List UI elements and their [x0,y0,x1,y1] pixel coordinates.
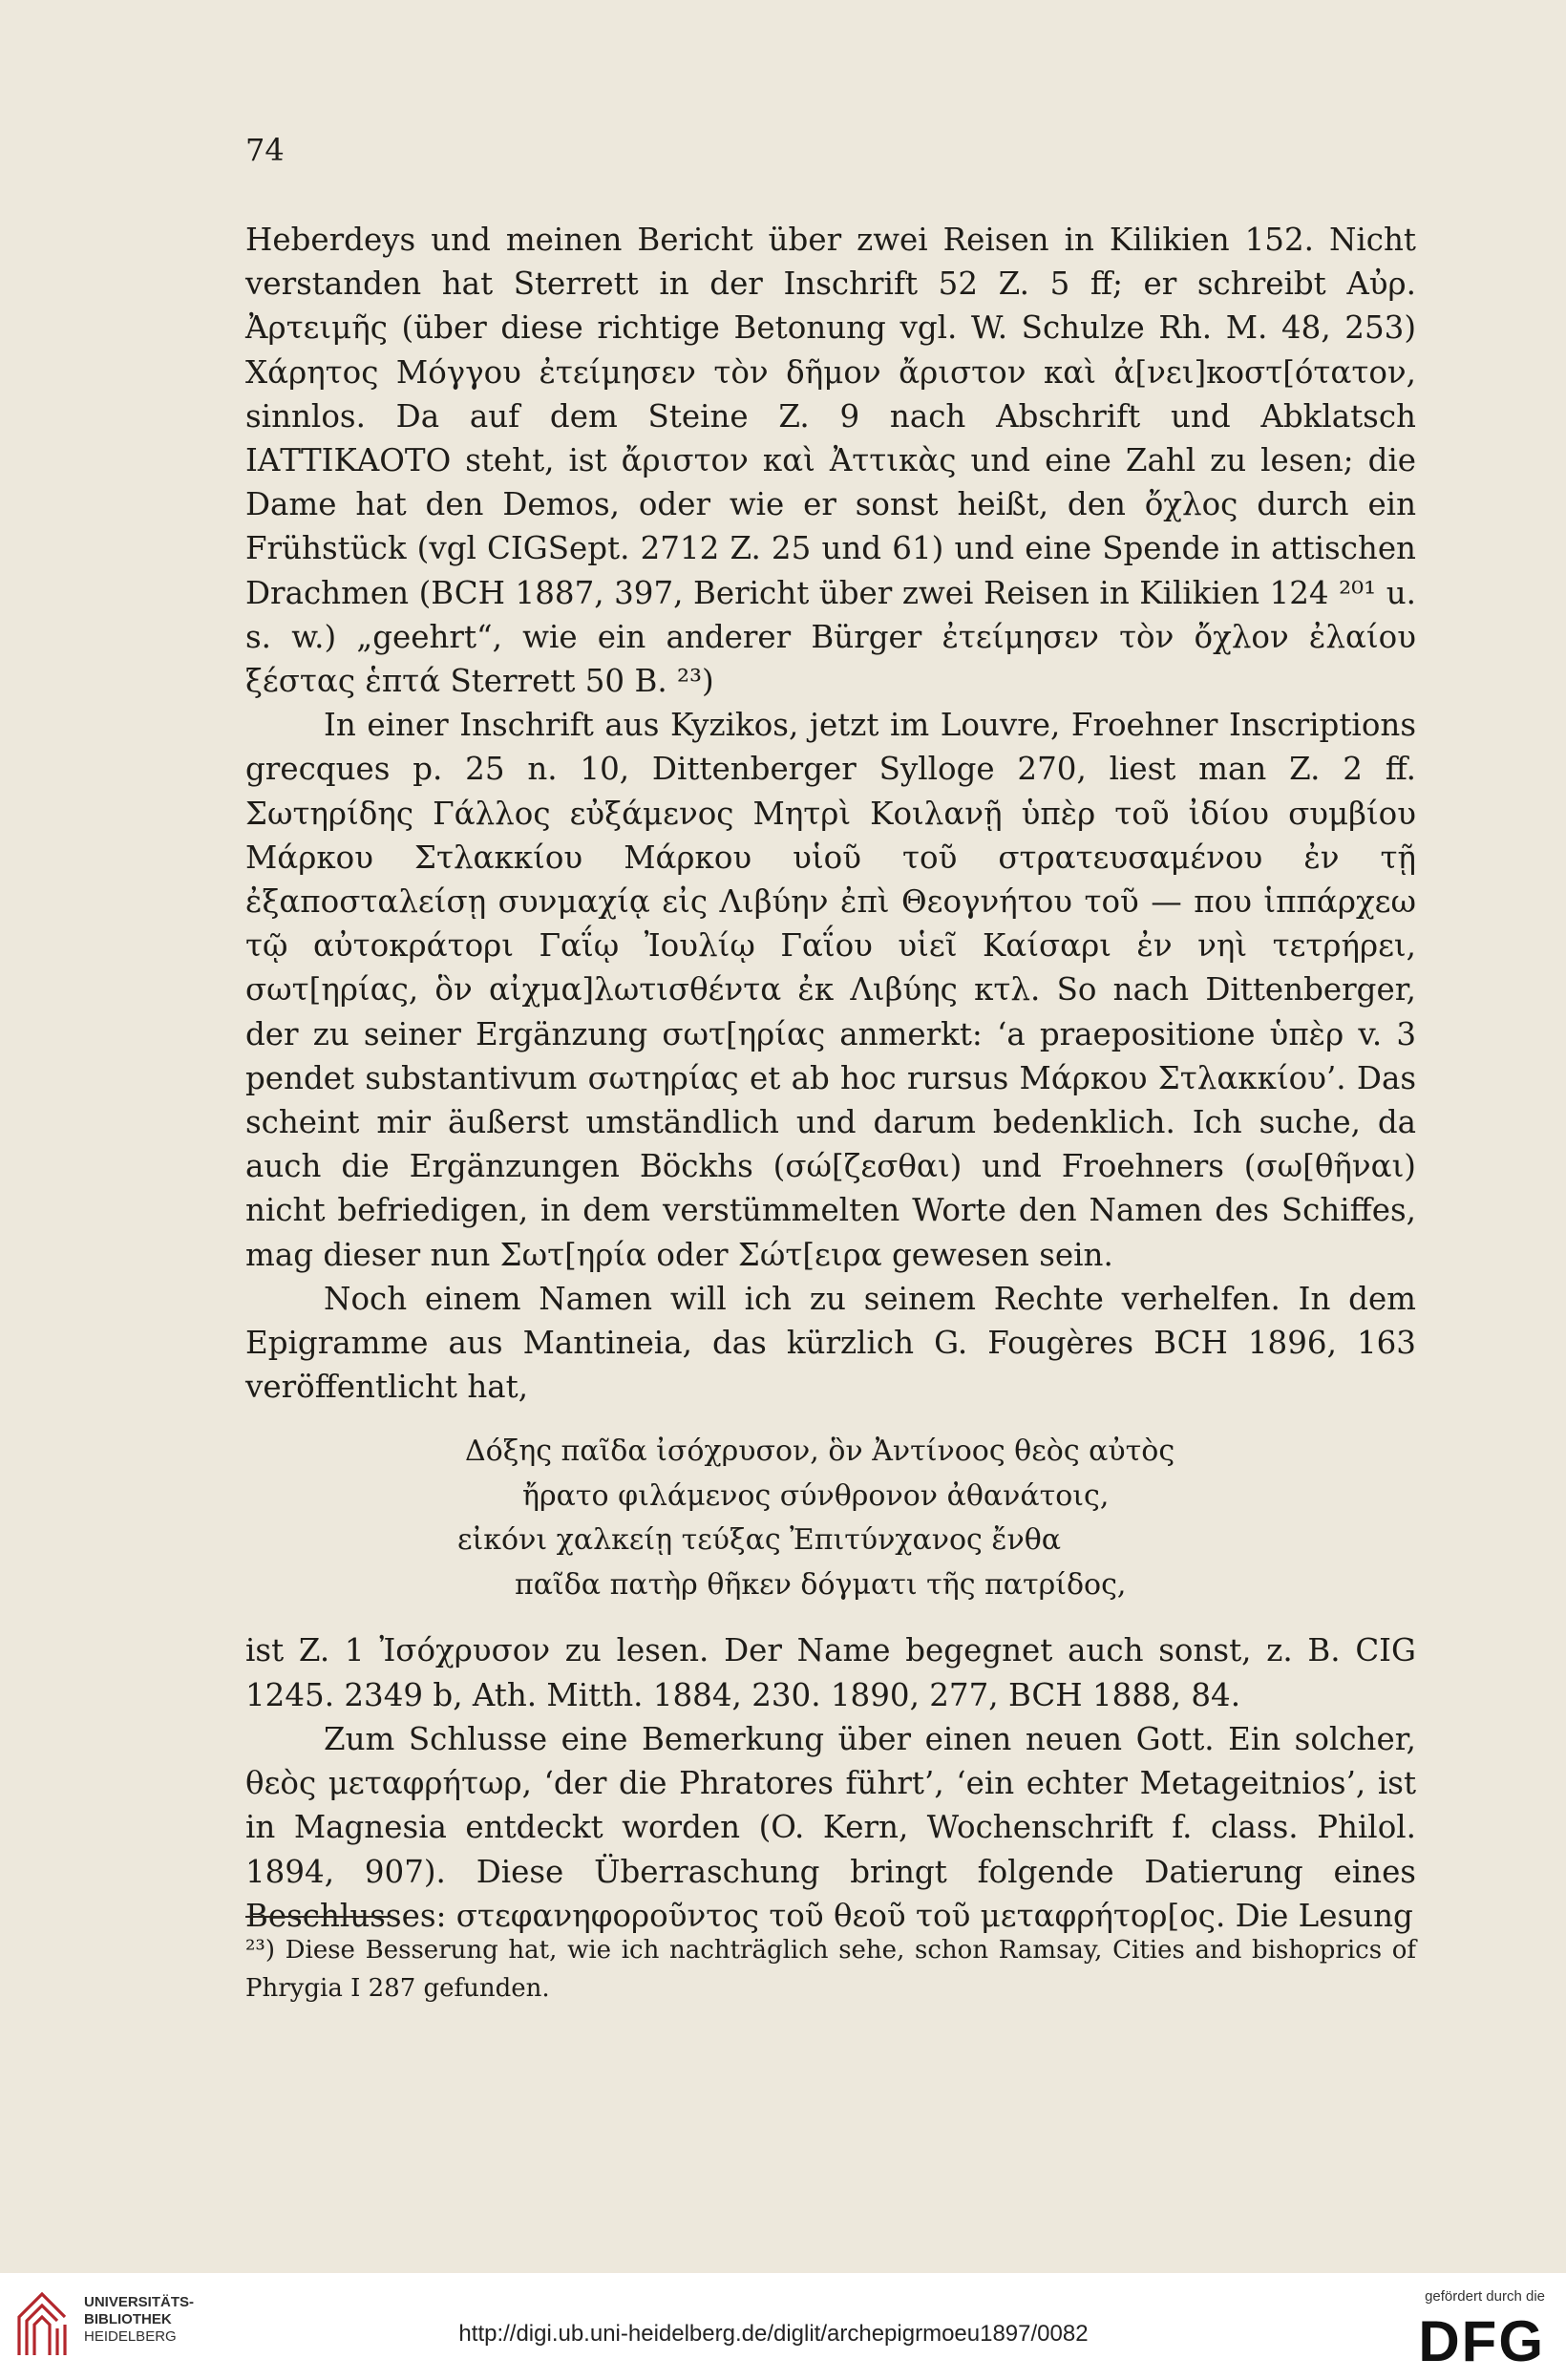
paragraph-5: Zum Schlusse eine Bemerkung über einen neuen Gott. Ein solcher, θεὸς μεταφρήτωρ, ‘der die Phratores führt’, ‘ein echter Metageitnios’, ist in Magnesia entdeckt worden (O. Kern, Wochenschrift f. class. Philol. 1894, 907). Diese Überraschung bringt folgende Datierung eines Beschlusses: στεφανηφοροῦντος τοῦ θεοῦ τοῦ μεταφρήτορ[ος. Die Lesung [245,1720,1416,1934]
epigram-line-1: Δόξης παῖδα ἰσόχρυσον, ὃν Ἀντίνοος θεὸς αὐτὸς [465,1434,1175,1469]
footnote-rule [245,1916,389,1918]
library-name-line-1: UNIVERSITÄTS- [84,2294,195,2310]
library-name [84,2294,194,2346]
paragraph-1: Heberdeys und meinen Bericht über zwei Reisen in Kilikien 152. Nicht verstanden hat Sterrett in der Inschrift 52 Z. 5 ff; er schreibt Αὐρ. Ἀρτειμῆς (über diese richtige Betonung vgl. W. Schulze Rh. M. 48, 253) Χάρητος Μόγγου ἐτείμησεν τὸν δῆμον ἄριστον καὶ ἀ[νει]κοστ[ότατον, sinnlos. Da auf dem Steine Z. 9 nach Abschrift und Abklatsch ΙΑΤΤΙΚΑΟΤΟ steht, ist ἄριστον καὶ Ἀττικὰς und eine Zahl zu lesen; die Dame hat den Demos, oder wie er sonst heißt, den ὄχλος durch ein Frühstück (vgl CIGSept. 2712 Z. 25 und 61) und eine Spende in attischen Drachmen (BCH 1887, 397, Bericht über zwei Reisen in Kilikien 124 ²⁰¹ u. s. w.) „geehrt“, wie ein anderer Bürger ἐτείμησεν τὸν ὄχλον ἐλαίου ξέστας ἑπτά Sterrett 50 B. ²³) [245,222,1416,700]
body-text [245,218,1416,1938]
paragraph-2: In einer Inschrift aus Kyzikos, jetzt im Louvre, Froehner Inscriptions grecques p. 25 n. 10, Dittenberger Sylloge 270, liest man Z. 2 ff. Σωτηρίδης Γάλλος εὐξάμενος Μητρὶ Κοιλανῇ ὑπὲρ τοῦ ἰδίου συμβίου Μάρκου Στλακκίου Μάρκου υἱοῦ τοῦ στρατευσαμένου ἐν τῇ ἐξαποσταλείσῃ συνμαχίᾳ εἰς Λιβύην ἐπὶ Θεογνήτου τοῦ — που ἱππάρχεω τῷ αὐτοκράτορι Γαΐῳ Ἰουλίῳ Γαΐου υἱεῖ Καίσαρι ἐν νηὶ τετρήρει, σωτ[ηρίας, ὃν αἰχμα]λωτισθέντα ἐκ Λιβύης κτλ. So nach Dittenberger, der zu seiner Ergänzung σωτ[ηρίας anmerkt: ‘a praepositione ὑπὲρ v. 3 pendet substantivum σωτηρίας et ab hoc rursus Μάρκου Στλακκίου’. Das scheint mir äußerst umständlich und darum bedenklich. Ich suche, da auch die Ergänzungen Böckhs (σώ[ζεσθαι) und Froehners (σω[θῆναι) nicht befriedigen, in dem verstümmelten Worte den Namen des Schiffes, mag dieser nun Σωτ[ηρία oder Σώτ[ειρα gewesen sein. [245,707,1416,1273]
paragraph-3: Noch einem Namen will ich zu seinem Rechte verhelfen. In dem Epigramme aus Mantineia, das kürzlich G. Fougères BCH 1896, 163 veröffentlicht hat, [245,1280,1416,1406]
epigram [245,1430,1416,1607]
paragraph-4: ist Z. 1 Ἰσόχρυσον zu lesen. Der Name begegnet auch sonst, z. B. CIG 1245. 2349 b, Ath. Mitth. 1884, 230. 1890, 277, BCH 1888, 84. [245,1632,1416,1713]
epigram-line-3: εἰκόνι χαλκείῃ τεύξας Ἐπιτύνχανος ἔνθα [457,1523,1062,1558]
epigram-line-4: παῖδα πατὴρ θῆκεν δόγματι τῆς πατρίδος, [515,1567,1127,1602]
library-logo-icon [13,2288,73,2359]
library-name-line-3: HEIDELBERG [84,2328,177,2345]
page-number: 74 [245,132,285,168]
footer-bar [0,2273,1566,2380]
footnote: ²³) Diese Besserung hat, wie ich nachträglich sehe, schon Ramsay, Cities and bishoprics of Phrygia I 287 gefunden. [245,1936,1416,2003]
dfg-logo: DFG [1418,2309,1545,2373]
funded-by-label: gefördert durch die [1425,2288,1545,2305]
source-url-link[interactable]: http://digi.ub.uni-heidelberg.de/diglit/archepigrmoeu1897/0082 [458,2321,1089,2347]
epigram-line-2: ἤρατο φιλάμενος σύνθρονον ἀθανάτοις, [522,1478,1110,1513]
library-name-line-2: BIBLIOTHEK [84,2311,172,2327]
